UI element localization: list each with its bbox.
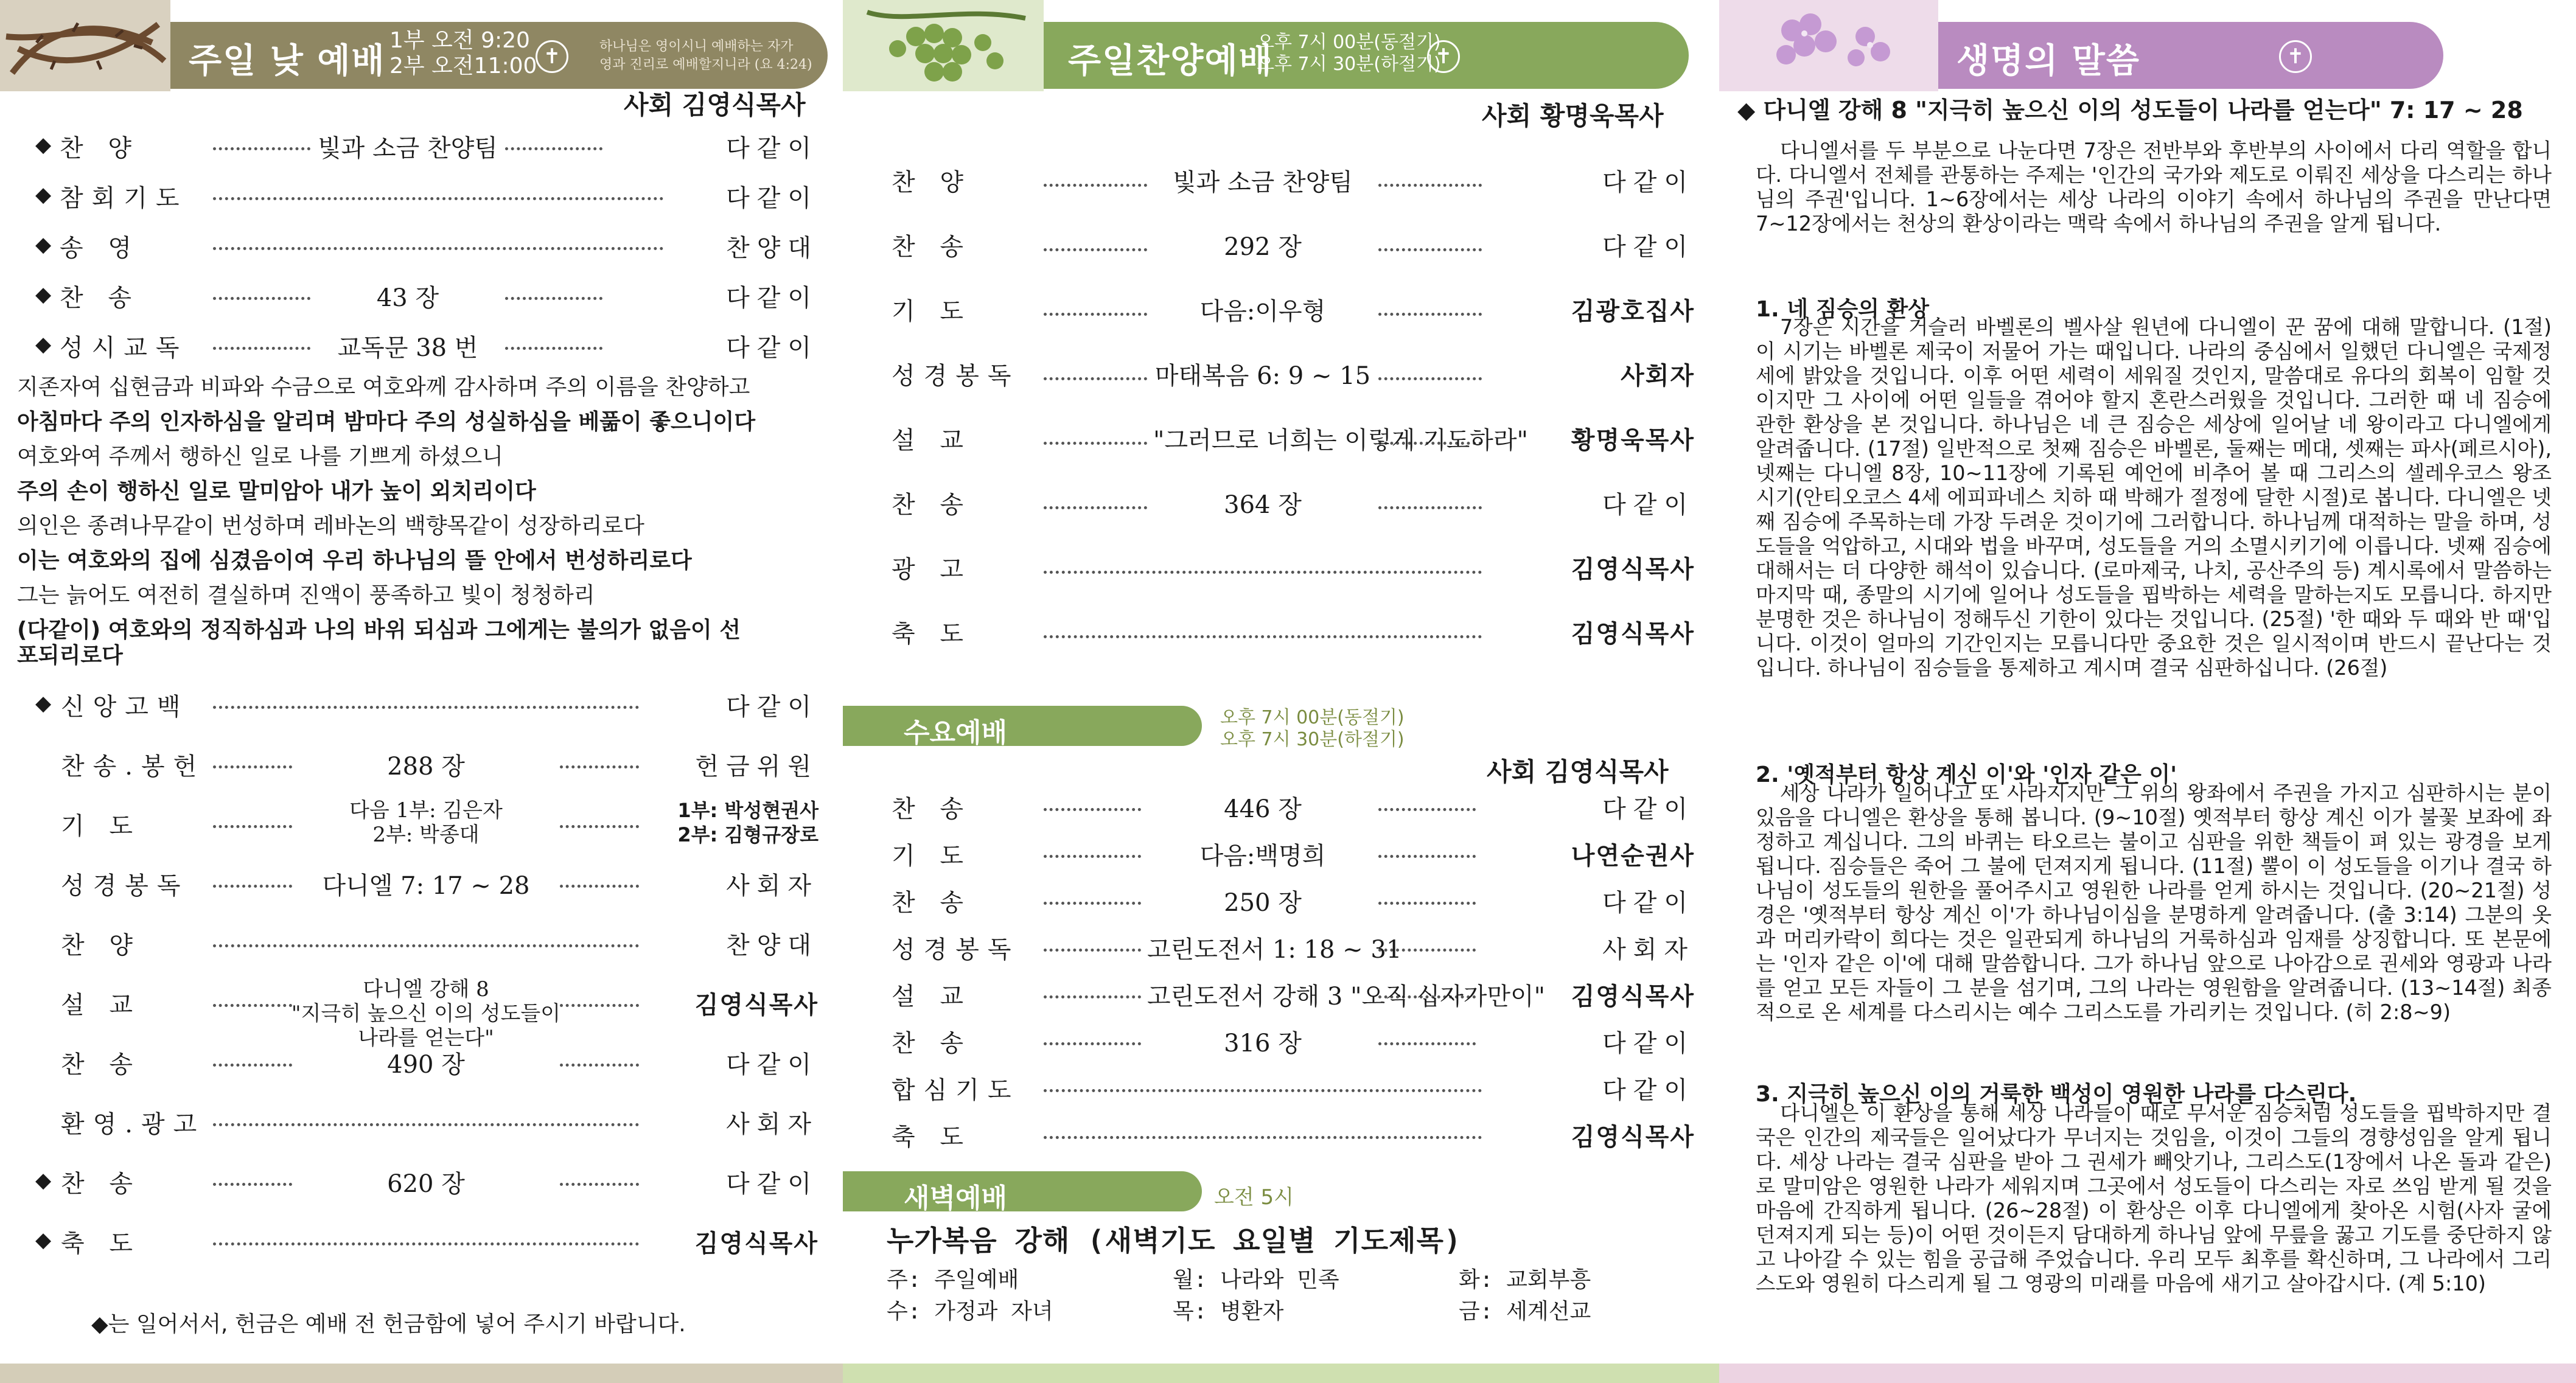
order-leader: 다같이 (726, 184, 819, 212)
section2-title: 2. '옛적부터 항상 계신 이'와 '인자 같은 이' (1756, 762, 2177, 787)
dotted-leader (1378, 313, 1482, 316)
order-label: 설 교 (892, 427, 972, 455)
order-row (843, 1024, 1719, 1061)
order-leader: 김영식목사 (1571, 620, 1695, 648)
dotted-leader (560, 765, 639, 768)
order-leader: 사회자 (1602, 936, 1695, 964)
diamond-marker: ◆ (35, 332, 52, 357)
order-label: 찬 양 (61, 932, 141, 960)
dotted-leader (1044, 313, 1147, 316)
order-label: 찬 송 (61, 1170, 141, 1198)
order-row (0, 1165, 843, 1201)
dotted-leader (213, 147, 310, 150)
reading-line: 아침마다 주의 인자하심을 알리며 밤마다 주의 성실하심을 베풂이 좋으니이다 (17, 409, 756, 434)
order-detail: 다니엘 강해 8 "지극히 높으신 이의 성도들이 나라를 얻는다" (291, 977, 561, 1050)
order-row (0, 798, 843, 847)
order-detail: 교독문 38 번 (337, 334, 478, 362)
order-leader: 1부: 박성현권사 2부: 김형규장로 (677, 799, 819, 846)
wednesday-time2: 오후 7시 30분(하절기) (1220, 729, 1405, 750)
dotted-leader (1378, 506, 1482, 509)
order-row (0, 179, 843, 215)
order-detail: 고린도전서 강해 3 "오직 십자가만이" (1147, 983, 1546, 1011)
lilac-image (1719, 0, 1938, 91)
order-label: 기 도 (892, 298, 972, 326)
order-row (0, 279, 843, 315)
section1-title: 1. 네 짐승의 환상 (1756, 297, 1929, 322)
order-label: 신앙고백 (61, 693, 189, 721)
order-leader: 김영식목사 (694, 1230, 819, 1258)
dotted-leader (213, 1064, 292, 1067)
order-row (843, 357, 1719, 393)
reading-line: 주의 손이 행하신 일로 말미암아 내가 높이 외치리이다 (17, 479, 536, 504)
diamond-marker: ◆ (35, 1228, 52, 1252)
order-detail: 다니엘 7: 17 ~ 28 (322, 872, 530, 900)
order-row (0, 747, 843, 784)
cross-leaf-icon: ✝ (1427, 40, 1460, 73)
dotted-leader (1044, 635, 1482, 638)
order-row (0, 229, 843, 265)
thorn-crown-image (0, 0, 170, 91)
order-label: 참회기도 (60, 184, 188, 212)
order-row (843, 550, 1719, 587)
dotted-leader (1044, 184, 1147, 187)
order-label: 광 고 (892, 556, 972, 584)
order-row (0, 1045, 843, 1082)
dotted-leader (1044, 571, 1482, 574)
order-leader: 다같이 (726, 693, 819, 721)
order-row (843, 486, 1719, 522)
word-of-life-column (1719, 0, 2576, 1383)
cross-icon: ✝ (2279, 40, 2312, 73)
section3-body: 다니엘은 이 환상을 통해 세상 나라들이 때로 무서운 짐승처럼 성도들을 핍박하지만 결국은 인간의 제국들은 일어났다가 무너지는 것임을, 이것이 그들의 경향성임을 알게 됩니다. 세상 나라는 결국 심판을 받아 그 권세가 빼앗기나, 그리스도(1장에서 나온 돌과 같은)로 말미암은 영원한 나라가 세워지며 그곳에서 성도들이 다스리는 자로 쓰임 받게 될 것을 마음에 간직하게 됩니다. (26~28절) 이 환상은 이후 다니엘에게 찾아온 시험(사자 굴에 던져지게 되는 등)이 어떤 것이든지 담대하게 하나님 앞에 무릎을 꿇고 기도를 중단하지 않고 나아갈 수 있는 힘을 공급해 주었습니다. 우리 모두 최후를 확신하며, 그 나라에서 그리스도와 영원히 다스리게 될 그 영광의 미래를 마음에 새기고 살아갑시다. (계 5:10) (1756, 1101, 2552, 1295)
order-row (843, 163, 1719, 200)
order-leader: 헌금위원 (695, 753, 819, 781)
dotted-leader (213, 1242, 639, 1245)
time-second: 2부 오전11:00 (389, 54, 537, 78)
order-leader: 김영식목사 (1571, 556, 1695, 584)
order-label: 찬 송 (892, 233, 972, 261)
dotted-leader (1378, 902, 1476, 905)
order-detail: 다음:백명희 (1199, 842, 1326, 870)
dotted-leader (213, 765, 292, 768)
section1-body: 7장은 시간을 거슬러 바벨론의 벨사살 원년에 다니엘이 꾼 꿈에 대해 말합니다. (1절) 이 시기는 바벨론 제국이 저물어 가는 때입니다. 나라의 중심에서 일했던 다니엘은 국제정세에 밝았을 것입니다. 이후 어떤 세력이 세워질 것인지, 말씀대로 유다의 회복이 임할 것이지만 그 사이에 어떤 일들을 겪어야 할지 혼란스러웠을 것입니다. 그러한 때 네 짐승에 관한 환상을 본 것입니다. 하나님은 네 큰 짐승은 세상에 일어날 네 왕이라고 다니엘에게 알려줍니다. (17절) 일반적으로 첫째 짐승은 바벨론, 둘째는 메대, 셋째는 파사(페르시아), 넷째는 다니엘 8장, 10~11장에 기록된 예언에 비추어 볼 때 그리스의 셀레우코스 왕조 시기(안티오코스 4세 에피파네스 치하 때 박해가 절정에 달한 시절)로 봅니다. 다니엘은 넷째 짐승에 주목하는데 가장 두려운 것이기에 그러합니다. 하나님께 대적하는 말을 하며, 성도들을 억압하고, 시대와 법을 바꾸며, 성도들을 거의 소멸시키기에 이릅니다. 넷째 짐승에 대해서는 더 다양한 해석이 있습니다. (로마제국, 나치, 공산주의 등) 계시록에서 말씀하는 마지막 때, 종말의 시기에 일어나 성도들을 핍박하는 세력을 말하는지도 모릅니다. 하지만 분명한 것은 하나님이 정해두신 기한이 있다는 것입니다. (25절) '한 때와 두 때와 반 때'입니다. 이것이 얼마의 기간인지는 모릅니다만 중요한 것은 일시적이며 반드시 끝난다는 것입니다. 하나님이 짐승들을 통제하고 계시며 결국 심판하십니다. (26절) (1756, 315, 2552, 680)
order-detail: 490 장 (387, 1051, 465, 1079)
prayer-topic: 목: 병환자 (1173, 1299, 1284, 1324)
dotted-leader (1378, 377, 1482, 380)
dotted-leader (1044, 377, 1147, 380)
page-title: 주일 낮 예배 (189, 41, 386, 81)
order-leader: 사회자 (726, 872, 819, 900)
wednesday-time (1220, 707, 1405, 751)
order-leader: 황명욱목사 (1571, 427, 1695, 455)
order-row (0, 866, 843, 903)
order-label: 설 교 (892, 983, 972, 1011)
order-row (843, 930, 1719, 967)
order-label: 성경봉독 (892, 936, 1020, 964)
order-label: 설 교 (61, 991, 141, 1019)
order-label: 찬 양 (60, 134, 140, 162)
diamond-marker: ◆ (35, 691, 52, 716)
wednesday-time1: 오후 7시 00분(동절기) (1220, 707, 1405, 728)
dotted-leader (1044, 902, 1141, 905)
order-label: 찬 양 (892, 169, 972, 197)
order-detail: 292 장 (1224, 233, 1302, 261)
order-row (843, 292, 1719, 329)
order-row (843, 228, 1719, 264)
order-leader: 다같이 (726, 134, 819, 162)
order-leader: 김광호집사 (1571, 298, 1695, 326)
dotted-leader (1378, 248, 1482, 251)
order-leader: 다같이 (726, 1170, 819, 1198)
right-bottom-band (1719, 1364, 2576, 1383)
mid-bottom-band (843, 1364, 1719, 1383)
order-row (0, 1105, 843, 1141)
dotted-leader (505, 147, 602, 150)
order-detail: 288 장 (387, 753, 465, 781)
order-label: 찬 송 (61, 1051, 141, 1079)
dotted-leader (213, 825, 292, 828)
dotted-leader (560, 1004, 639, 1007)
order-detail: 446 장 (1224, 795, 1302, 823)
order-label: 축 도 (892, 620, 972, 648)
evening-time (1257, 32, 1441, 75)
dotted-leader (213, 1183, 292, 1186)
order-leader: 다같이 (1602, 169, 1695, 197)
section2-body: 세상 나라가 일어나고 또 사라지지만 그 위의 왕좌에서 주권을 가지고 심판하시는 분이 있음을 다니엘은 환상을 통해 봅니다. (9~10절) 옛적부터 항상 계신 이가 불꽃 보좌에 좌정하고 계십니다. 그의 바퀴는 타오르는 불이고 심판을 위한 책들이 펴 있는 광경을 보게 됩니다. 짐승들은 죽어 그 불에 던져지게 됩니다. (11절) 뿔이 이 성도들을 이기나 결국 하나님이 성도들의 원한을 풀어주시고 영원한 나라를 얻게 하시는 것입니다. (20~21절) 성경은 '옛적부터 항상 계신 이'가 하나님이심을 분명하게 알려줍니다. (출 3:14) 그분의 옷과 머리카락이 희다는 것은 일관되게 하나님의 거룩하심과 임재를 상징합니다. 또 본문에는 '인자 같은 이'에 대해 말씀합니다. 그가 하나님 앞으로 나아감으로 권세와 영광과 나라를 얻고 모든 자들이 그 분을 섬기며, 그의 나라는 영원함을 알려줍니다. (13~14절) 최종적으로 온 세계를 다스리시는 예수 그리스도를 가리키는 것입니다. (히 2:8~9) (1756, 781, 2552, 1024)
dotted-leader (1044, 855, 1141, 858)
intro-paragraph: 다니엘서를 두 부분으로 나눈다면 7장은 전반부와 후반부의 사이에서 다리 역할을 합니다. 다니엘서 전체를 관통하는 주제는 '인간의 국가와 제도로 이뤄진 세상을 다스리는 하나님의 주권'입니다. 1~6장에서는 세상 나라의 이야기 속에서 하나님의 주권을 만난다면 7~12장에서는 천상의 환상이라는 맥락 속에서 하나님의 주권을 알게 됩니다. (1756, 139, 2552, 235)
dotted-leader (213, 944, 639, 947)
order-leader: 다같이 (726, 1051, 819, 1079)
diamond-marker: ◆ (35, 282, 52, 307)
sunday-evening-column (843, 0, 1719, 1383)
dotted-leader (1378, 1042, 1476, 1045)
order-row (0, 977, 843, 1050)
wednesday-header (843, 706, 1202, 746)
dotted-leader (560, 1183, 639, 1186)
order-label: 기 도 (892, 842, 972, 870)
reading-line: 포되리로다 (17, 643, 123, 668)
order-row (0, 329, 843, 365)
reading-line: (다같이) 여호와의 정직하심과 나의 바위 되심과 그에게는 불의가 없음이 선 (17, 618, 741, 643)
order-leader: 다같이 (1602, 889, 1695, 917)
prayer-topic: 월: 나라와 민족 (1173, 1267, 1339, 1292)
header-verse (599, 38, 812, 74)
order-label: 찬 송 (892, 889, 972, 917)
diamond-marker: ◆ (35, 1168, 52, 1193)
dotted-leader (560, 885, 639, 888)
order-leader: 다같이 (1602, 1076, 1695, 1104)
section3-title: 3. 지극히 높으신 이의 거룩한 백성이 영원한 나라를 다스린다. (1756, 1082, 2357, 1107)
dotted-leader (505, 347, 602, 350)
cross-icon: ✝ (536, 40, 568, 73)
order-leader: 김영식목사 (1571, 1123, 1695, 1151)
evening-title: 주일찬양예배 (1068, 41, 1273, 81)
order-label: 성경봉독 (61, 872, 189, 900)
dotted-leader (213, 1123, 639, 1126)
reading-line: 그는 늙어도 여전히 결실하며 진액이 풍족하고 빛이 청청하리 (17, 583, 595, 608)
order-leader: 다같이 (1602, 795, 1695, 823)
reading-line: 지존자여 십현금과 비파와 수금으로 여호와께 감사하며 주의 이름을 찬양하고 (17, 375, 750, 400)
dotted-leader (1044, 1089, 1482, 1092)
order-leader: 찬양대 (726, 932, 819, 960)
dotted-leader (213, 706, 639, 709)
order-detail: 다음 1부: 김은자 2부: 박종대 (349, 798, 503, 847)
order-leader: 사회자 (726, 1110, 819, 1138)
dawn-title: 새벽예배 (904, 1183, 1008, 1214)
dotted-leader (560, 825, 639, 828)
order-label: 성경봉독 (892, 362, 1020, 390)
footnote: ◆는 일어서서, 헌금은 예배 전 헌금함에 넣어 주시기 바랍니다. (91, 1312, 686, 1337)
order-label: 찬송.봉헌 (61, 753, 206, 781)
dotted-leader (1044, 506, 1147, 509)
order-row (843, 837, 1719, 873)
order-label: 축 도 (61, 1230, 141, 1258)
order-row (843, 977, 1719, 1014)
wednesday-title: 수요예배 (904, 717, 1008, 748)
order-row (0, 129, 843, 165)
service-time (389, 28, 537, 79)
order-detail: 빛과 소금 찬양팀 (318, 134, 498, 162)
presider: 사회 김영식목사 (624, 90, 806, 120)
word-title: 생명의 말씀 (1956, 41, 2140, 81)
grapes-image (843, 0, 1044, 91)
order-label: 환영.광고 (61, 1110, 206, 1138)
order-leader: 사회자 (1621, 362, 1695, 390)
dotted-leader (1378, 184, 1482, 187)
order-row (843, 421, 1719, 458)
order-detail: 마태복음 6: 9 ~ 15 (1154, 362, 1371, 390)
order-detail: 43 장 (376, 284, 439, 312)
evening-time2: 오후 7시 30분(하절기) (1257, 54, 1441, 75)
order-leader: 다같이 (726, 284, 819, 312)
dotted-leader (213, 347, 310, 350)
order-row (0, 926, 843, 963)
dotted-leader (213, 885, 292, 888)
order-leader: 김영식목사 (694, 991, 819, 1019)
dotted-leader (213, 197, 663, 200)
order-detail: 316 장 (1224, 1029, 1302, 1057)
time-first: 1부 오전 9:20 (389, 28, 530, 53)
reading-line: 의인은 종려나무같이 번성하며 레바논의 백향목같이 성장하리로다 (17, 514, 644, 538)
dotted-leader (1044, 1042, 1141, 1045)
diamond-marker: ◆ (35, 133, 52, 157)
dotted-leader (1044, 248, 1147, 251)
order-detail: 364 장 (1224, 491, 1302, 519)
order-row (0, 688, 843, 724)
dotted-leader (213, 297, 310, 300)
evening-presider: 사회 황명욱목사 (1482, 101, 1664, 131)
dotted-leader (1044, 1136, 1482, 1139)
order-leader: 찬양대 (726, 234, 819, 262)
order-label: 합심기도 (892, 1076, 1020, 1104)
order-detail: 빛과 소금 찬양팀 (1173, 169, 1353, 197)
dotted-leader (560, 1064, 639, 1067)
dotted-leader (1044, 995, 1141, 998)
dawn-heading: 누가복음 강해 (새벽기도 요일별 기도제목) (887, 1224, 1462, 1257)
order-leader: 다같이 (1602, 1029, 1695, 1057)
order-detail: 고린도전서 1: 18 ~ 31 (1147, 936, 1402, 964)
order-row (843, 1071, 1719, 1107)
reading-line: 이는 여호와의 집에 심겼음이여 우리 하나님의 뜰 안에서 번성하리로다 (17, 548, 692, 573)
order-leader: 다같이 (726, 334, 819, 362)
dotted-leader (1378, 855, 1476, 858)
diamond-marker: ◆ (35, 232, 52, 257)
dotted-leader (505, 297, 602, 300)
wednesday-presider: 사회 김영식목사 (1487, 757, 1669, 787)
dotted-leader (213, 247, 663, 250)
order-row (0, 1224, 843, 1261)
order-label: 찬 송 (892, 1029, 972, 1057)
prayer-topic: 주: 주일예배 (887, 1267, 1019, 1292)
order-label: 기 도 (61, 812, 141, 840)
order-label: 송 영 (60, 234, 140, 262)
order-label: 축 도 (892, 1123, 972, 1151)
order-label: 찬 송 (60, 284, 140, 312)
dotted-leader (1044, 949, 1141, 952)
order-row (843, 615, 1719, 651)
prayer-topic: 금: 세계선교 (1459, 1299, 1591, 1324)
order-row (843, 883, 1719, 920)
order-leader: 다같이 (1602, 491, 1695, 519)
dotted-leader (1044, 808, 1141, 811)
diamond-marker: ◆ (35, 183, 52, 207)
order-detail: 250 장 (1224, 889, 1302, 917)
dawn-time: 오전 5시 (1214, 1185, 1294, 1210)
left-bottom-band (0, 1364, 843, 1383)
order-row (843, 790, 1719, 826)
order-detail: 620 장 (387, 1170, 465, 1198)
order-leader: 김영식목사 (1571, 983, 1695, 1011)
evening-time1: 오후 7시 00분(동절기) (1257, 32, 1441, 53)
order-leader: 나연순권사 (1571, 842, 1695, 870)
prayer-topic: 수: 가정과 자녀 (887, 1299, 1053, 1324)
dotted-leader (213, 1004, 292, 1007)
reading-line: 여호와여 주께서 행하신 일로 나를 기쁘게 하셨으니 (17, 444, 503, 469)
order-leader: 다같이 (1602, 233, 1695, 261)
order-detail: 다음:이우형 (1199, 298, 1326, 326)
sunday-morning-column (0, 0, 843, 1383)
dawn-header (843, 1171, 1202, 1214)
sermon-heading: ◆ 다니엘 강해 8 "지극히 높으신 이의 성도들이 나라를 얻는다" 7: 17 ~ 28 (1737, 97, 2523, 124)
dotted-leader (1378, 808, 1476, 811)
dotted-leader (1044, 442, 1147, 445)
verse-line1: 하나님은 영이시니 예배하는 자가 (599, 39, 794, 54)
order-label: 찬 송 (892, 491, 972, 519)
order-detail: "그러므로 너희는 이렇게 기도하라" (1153, 427, 1528, 455)
order-label: 찬 송 (892, 795, 972, 823)
prayer-topic: 화: 교회부흥 (1459, 1267, 1591, 1292)
order-label: 성시교독 (60, 334, 188, 362)
order-row (843, 1118, 1719, 1154)
verse-line2: 영과 진리로 예배할지니라 (요 4:24) (599, 57, 812, 72)
